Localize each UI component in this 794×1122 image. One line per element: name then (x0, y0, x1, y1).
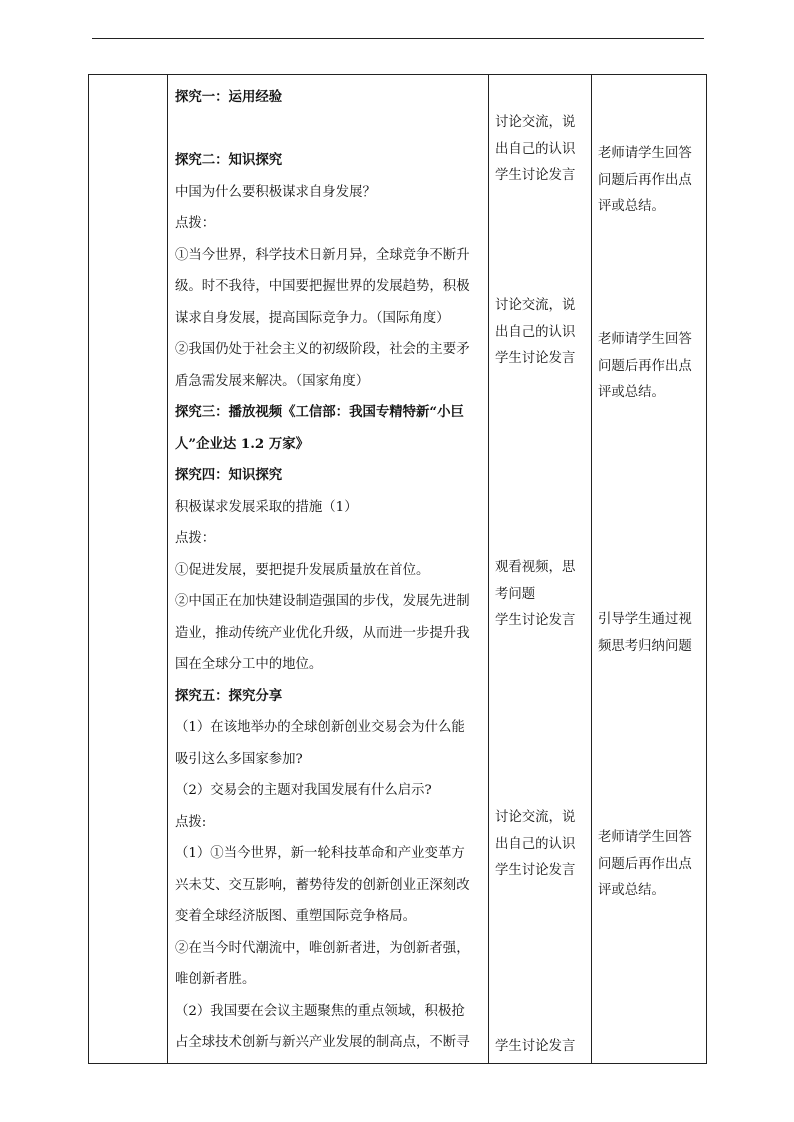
column-divider-2 (488, 74, 489, 1064)
teacher-activity-cell (598, 141, 692, 221)
cell-line: 问题后再作出点 (598, 172, 692, 188)
cell-line: 考问题 (495, 586, 536, 602)
teacher-activity-cell (598, 825, 692, 905)
cell-line: 问题后再作出点 (598, 856, 692, 872)
content-line: ②中国正在加快建设制造强国的步伐，发展先进制 (175, 594, 470, 609)
teaching-content-column (175, 82, 483, 1059)
cell-line: 学生讨论发言 (495, 168, 576, 183)
cell-line: 老师请学生回答 (598, 830, 692, 845)
content-line: ②我国仍处于社会主义的初级阶段，社会的主要矛 (175, 342, 470, 357)
section-heading: 人”企业达 1.2 万家》 (175, 435, 310, 452)
section-heading: 探究一：运用经验 (175, 89, 283, 105)
cell-line: 观看视频，思 (495, 560, 576, 575)
cell-line: 频思考归纳问题 (598, 638, 692, 654)
section-heading: 探究二：知识探究 (175, 152, 283, 168)
content-line: 积极谋求发展采取的措施（1） (175, 499, 358, 515)
content-line: 造业，推动传统产业优化升级，从而进一步提升我 (175, 625, 470, 641)
cell-line: 出自己的认识 (495, 836, 576, 852)
content-line: （2）我国要在会议主题聚焦的重点领域，积极抢 (175, 1003, 465, 1019)
cell-line: 学生讨论发言 (495, 863, 576, 878)
content-line: 中国为什么要积极谋求自身发展？ (175, 184, 376, 200)
content-line: 点拨: (175, 814, 207, 830)
cell-line: 学生讨论发言 (495, 351, 576, 366)
cell-line: 引导学生通过视 (598, 612, 692, 627)
teacher-activity-cell (598, 327, 692, 407)
content-line: 谋求自身发展，提高国际竞争力。（国际角度） (175, 310, 450, 326)
cell-line: 学生讨论发言 (495, 613, 576, 628)
student-activity-cell (495, 293, 575, 373)
cell-line: 老师请学生回答 (598, 146, 692, 161)
content-line: （1）在该地举办的全球创新创业交易会为什么能 (175, 720, 465, 735)
section-heading: 探究三：播放视频《工信部：我国专精特新“小巨 (175, 404, 464, 420)
content-line: 吸引这么多国家参加? (175, 751, 303, 767)
content-line: 国在全球分工中的地位。 (175, 657, 323, 672)
column-divider-3 (591, 74, 592, 1064)
cell-line: 评或总结。 (598, 883, 665, 898)
content-line (175, 114, 483, 146)
header-rule (92, 38, 704, 39)
content-line: ①当今世界，科学技术日新月异，全球竞争不断升 (175, 247, 470, 263)
content-line: （2）交易会的主题对我国发展有什么启示? (175, 783, 432, 798)
cell-line: 学生讨论发言 (495, 1039, 576, 1054)
content-line: ②在当今时代潮流中，唯创新者进，为创新者强， (175, 940, 470, 956)
cell-line: 问题后再作出点 (598, 358, 692, 374)
content-line: 级。时不我待，中国要把握世界的发展趋势，积极 (175, 279, 470, 294)
cell-line: 出自己的认识 (495, 324, 576, 340)
student-activity-cell (495, 555, 575, 635)
student-activity-cell (495, 805, 575, 885)
content-line: 点拨： (175, 531, 216, 546)
cell-line: 评或总结。 (598, 385, 665, 400)
student-activity-cell (495, 1034, 575, 1061)
cell-line: 讨论交流，说 (495, 115, 576, 130)
column-divider-1 (167, 74, 168, 1064)
section-heading: 探究四：知识探究 (175, 467, 283, 483)
teacher-activity-cell (598, 607, 692, 660)
cell-line: 出自己的认识 (495, 141, 576, 157)
content-line: （1）①当今世界，新一轮科技革命和产业变革方 (175, 846, 465, 861)
content-line: 变着全球经济版图、重塑国际竞争格局。 (175, 909, 417, 924)
cell-line: 老师请学生回答 (598, 332, 692, 347)
content-line: 点拨： (175, 216, 216, 231)
student-activity-cell (495, 110, 575, 190)
cell-line: 讨论交流，说 (495, 298, 576, 313)
content-line: ①促进发展，要把提升发展质量放在首位。 (175, 562, 430, 578)
content-line: 盾急需发展来解决。（国家角度） (175, 373, 370, 389)
content-line: 唯创新者胜。 (175, 972, 256, 987)
content-line: 兴未艾、交互影响，蓄势待发的创新创业正深刻改 (175, 877, 470, 893)
cell-line: 评或总结。 (598, 199, 665, 214)
cell-line: 讨论交流，说 (495, 810, 576, 825)
content-line: 占全球技术创新与新兴产业发展的制高点，不断寻 (175, 1035, 470, 1050)
section-heading: 探究五：探究分享 (175, 687, 283, 704)
